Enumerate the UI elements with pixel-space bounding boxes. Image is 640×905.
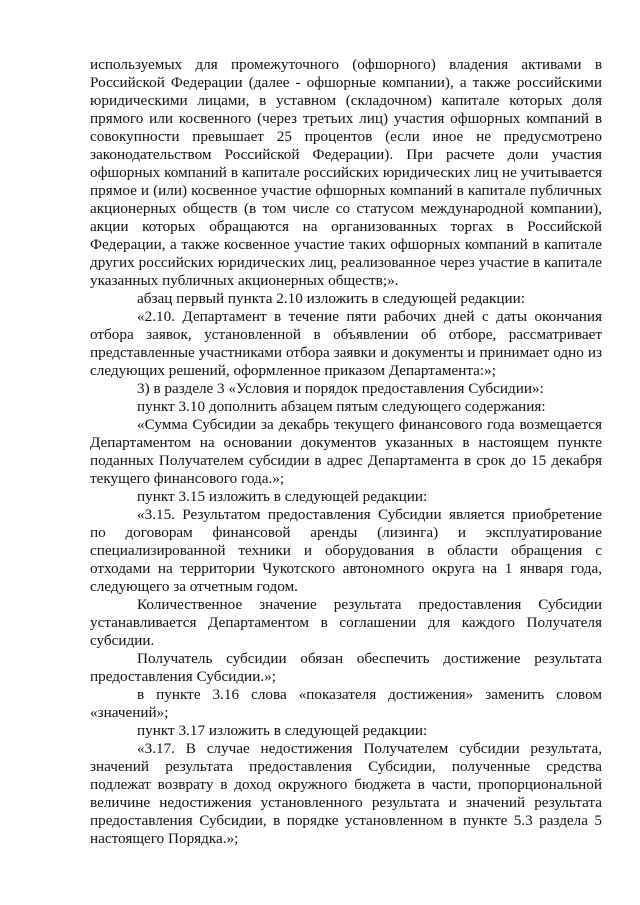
paragraph-clause-2-10: «2.10. Департамент в течение пяти рабочих дней с даты окончания отбора заявок, установленной в объявлении об отборе, рассматривает представленные участниками отбора заявки и документы и принимает одно из следующих решений, оформленное приказом Департамента:»; xyxy=(90,308,602,379)
paragraph-clause-3-10: «Сумма Субсидии за декабрь текущего финансового года возмещается Департаментом на основании документов указанных в настоящем пункте поданных Получателем субсидии в адрес Департамента в срок до 15 декабря текущего финансового года.»; xyxy=(90,416,602,487)
paragraph-clause-3-17: «3.17. В случае недостижения Получателем субсидии результата, значений результата предоставления Субсидии, полученные средства подлежат возврату в доход окружного бюджета в части, пропорциональной величине недостижения установленного результата и значений результата предоставления Субсидии, в порядке установленном в пункте 5.3 раздела 5 настоящего Порядка.»; xyxy=(90,740,602,847)
paragraph-recipient-obligation: Получатель субсидии обязан обеспечить достижение результата предоставления Субсидии.»; xyxy=(90,650,602,685)
paragraph-amend-3-10: пункт 3.10 дополнить абзацем пятым следующего содержания: xyxy=(137,398,546,415)
document-page xyxy=(90,56,602,848)
paragraph-section-3: 3) в разделе 3 «Условия и порядок предоставления Субсидии»: xyxy=(137,380,544,397)
paragraph-clause-3-15: «3.15. Результатом предоставления Субсидии является приобретение по договорам финансовой аренды (лизинга) и эксплуатирование специализированной техники и оборудования в области обращения с отходами на территории Чукотского автономного округа на 1 января года, следующего за отчетным годом. xyxy=(90,506,602,595)
paragraph-quantitative-value: Количественное значение результата предоставления Субсидии устанавливается Департаментом в соглашении для каждого Получателя субсидии. xyxy=(90,596,602,649)
paragraph-amend-3-15: пункт 3.15 изложить в следующей редакции: xyxy=(137,488,428,505)
paragraph-amend-3-16: в пункте 3.16 слова «показателя достижения» заменить словом «значений»; xyxy=(90,686,602,721)
paragraph-offshore-continuation: используемых для промежуточного (офшорного) владения активами в Российской Федерации (далее - офшорные компании), а также российскими юридическими лицами, в уставном (складочном) капитале которых доля прямого или косвенного (через третьих лиц) участия офшорных компаний в совокупности превышает 25 процентов (если иное не предусмотрено законодательством Российской Федерации). При расчете доли участия офшорных компаний в капитале российских юридических лиц не учитывается прямое и (или) косвенное участие офшорных компаний в капитале публичных акционерных обществ (в том числе со статусом международной компании), акции которых обращаются на организованных торгах в Российской Федерации, а также косвенное участие таких офшорных компаний в капитале других российских юридических лиц, реализованное через участие в капитале указанных публичных акционерных обществ;». xyxy=(90,56,602,289)
paragraph-amend-3-17: пункт 3.17 изложить в следующей редакции: xyxy=(137,722,428,739)
paragraph-amend-2-10: абзац первый пункта 2.10 изложить в следующей редакции: xyxy=(137,290,525,307)
